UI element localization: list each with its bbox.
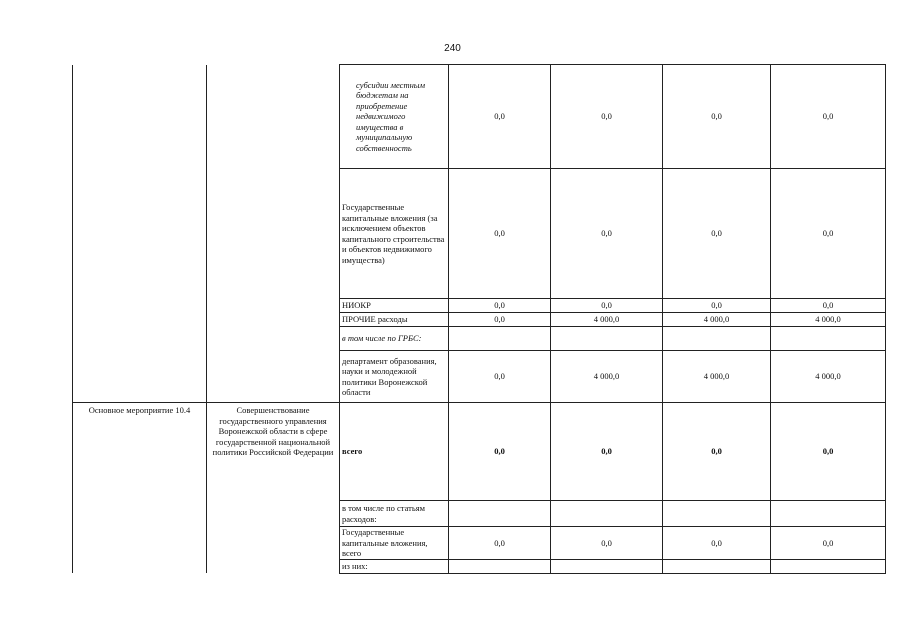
value-cell-3: 4 000,0: [663, 351, 771, 403]
value-cell-1: [449, 559, 551, 573]
value-cell-1: 0,0: [449, 313, 551, 327]
value-cell-4: 0,0: [771, 65, 886, 169]
value-cell-1: 0,0: [449, 351, 551, 403]
value-cell-3: 0,0: [663, 169, 771, 299]
event-name-cell: Основное мероприятие 10.4: [73, 403, 207, 574]
value-cell-4: 4 000,0: [771, 313, 886, 327]
value-cell-4: 0,0: [771, 403, 886, 501]
expense-item-label: в том числе по статьям расходов:: [340, 501, 449, 527]
value-cell-2: 4 000,0: [551, 351, 663, 403]
value-cell-4: [771, 559, 886, 573]
value-cell-2: 0,0: [551, 527, 663, 560]
value-cell-2: 0,0: [551, 299, 663, 313]
value-cell-3: 4 000,0: [663, 313, 771, 327]
budget-table: [72, 64, 886, 574]
expense-item-label: Государственные капитальные вложения (за исключением объектов капитального строительства и объектов недвижимого имущества): [340, 169, 449, 299]
value-cell-2: 0,0: [551, 65, 663, 169]
value-cell-3: 0,0: [663, 299, 771, 313]
expense-item-label: департамент образования, науки и молодежной политики Воронежской области: [340, 351, 449, 403]
value-cell-3: [663, 559, 771, 573]
value-cell-2: 0,0: [551, 169, 663, 299]
expense-item-label: ПРОЧИЕ расходы: [340, 313, 449, 327]
value-cell-2: [551, 559, 663, 573]
value-cell-1: [449, 501, 551, 527]
value-cell-1: 0,0: [449, 527, 551, 560]
page-number: 240: [444, 43, 461, 54]
event-title-cell: Совершенствование государственного управления Воронежской области в сфере государственной национальной политики Российской Федерации: [207, 403, 340, 574]
value-cell-4: [771, 501, 886, 527]
value-cell-2: 4 000,0: [551, 313, 663, 327]
value-cell-4: [771, 327, 886, 351]
value-cell-2: [551, 327, 663, 351]
expense-item-label: всего: [340, 403, 449, 501]
expense-item-label: Государственные капитальные вложения, всего: [340, 527, 449, 560]
value-cell-1: 0,0: [449, 169, 551, 299]
value-cell-1: [449, 327, 551, 351]
expense-item-label: НИОКР: [340, 299, 449, 313]
expense-item-label: в том числе по ГРБС:: [340, 327, 449, 351]
value-cell-1: 0,0: [449, 403, 551, 501]
value-cell-3: [663, 327, 771, 351]
value-cell-3: 0,0: [663, 65, 771, 169]
expense-item-label: субсидии местным бюджетам на приобретение недвижимого имущества в муниципальную собственность: [340, 65, 449, 169]
value-cell-3: 0,0: [663, 403, 771, 501]
value-cell-3: [663, 501, 771, 527]
value-cell-2: 0,0: [551, 403, 663, 501]
event-name-cell-continued: [73, 65, 207, 403]
expense-item-label: из них:: [340, 559, 449, 573]
value-cell-3: 0,0: [663, 527, 771, 560]
table-row: [73, 403, 886, 501]
value-cell-4: 0,0: [771, 169, 886, 299]
table-row: [73, 65, 886, 169]
value-cell-4: 0,0: [771, 527, 886, 560]
value-cell-1: 0,0: [449, 299, 551, 313]
event-title-cell-continued: [207, 65, 340, 403]
value-cell-2: [551, 501, 663, 527]
value-cell-4: 4 000,0: [771, 351, 886, 403]
value-cell-4: 0,0: [771, 299, 886, 313]
value-cell-1: 0,0: [449, 65, 551, 169]
